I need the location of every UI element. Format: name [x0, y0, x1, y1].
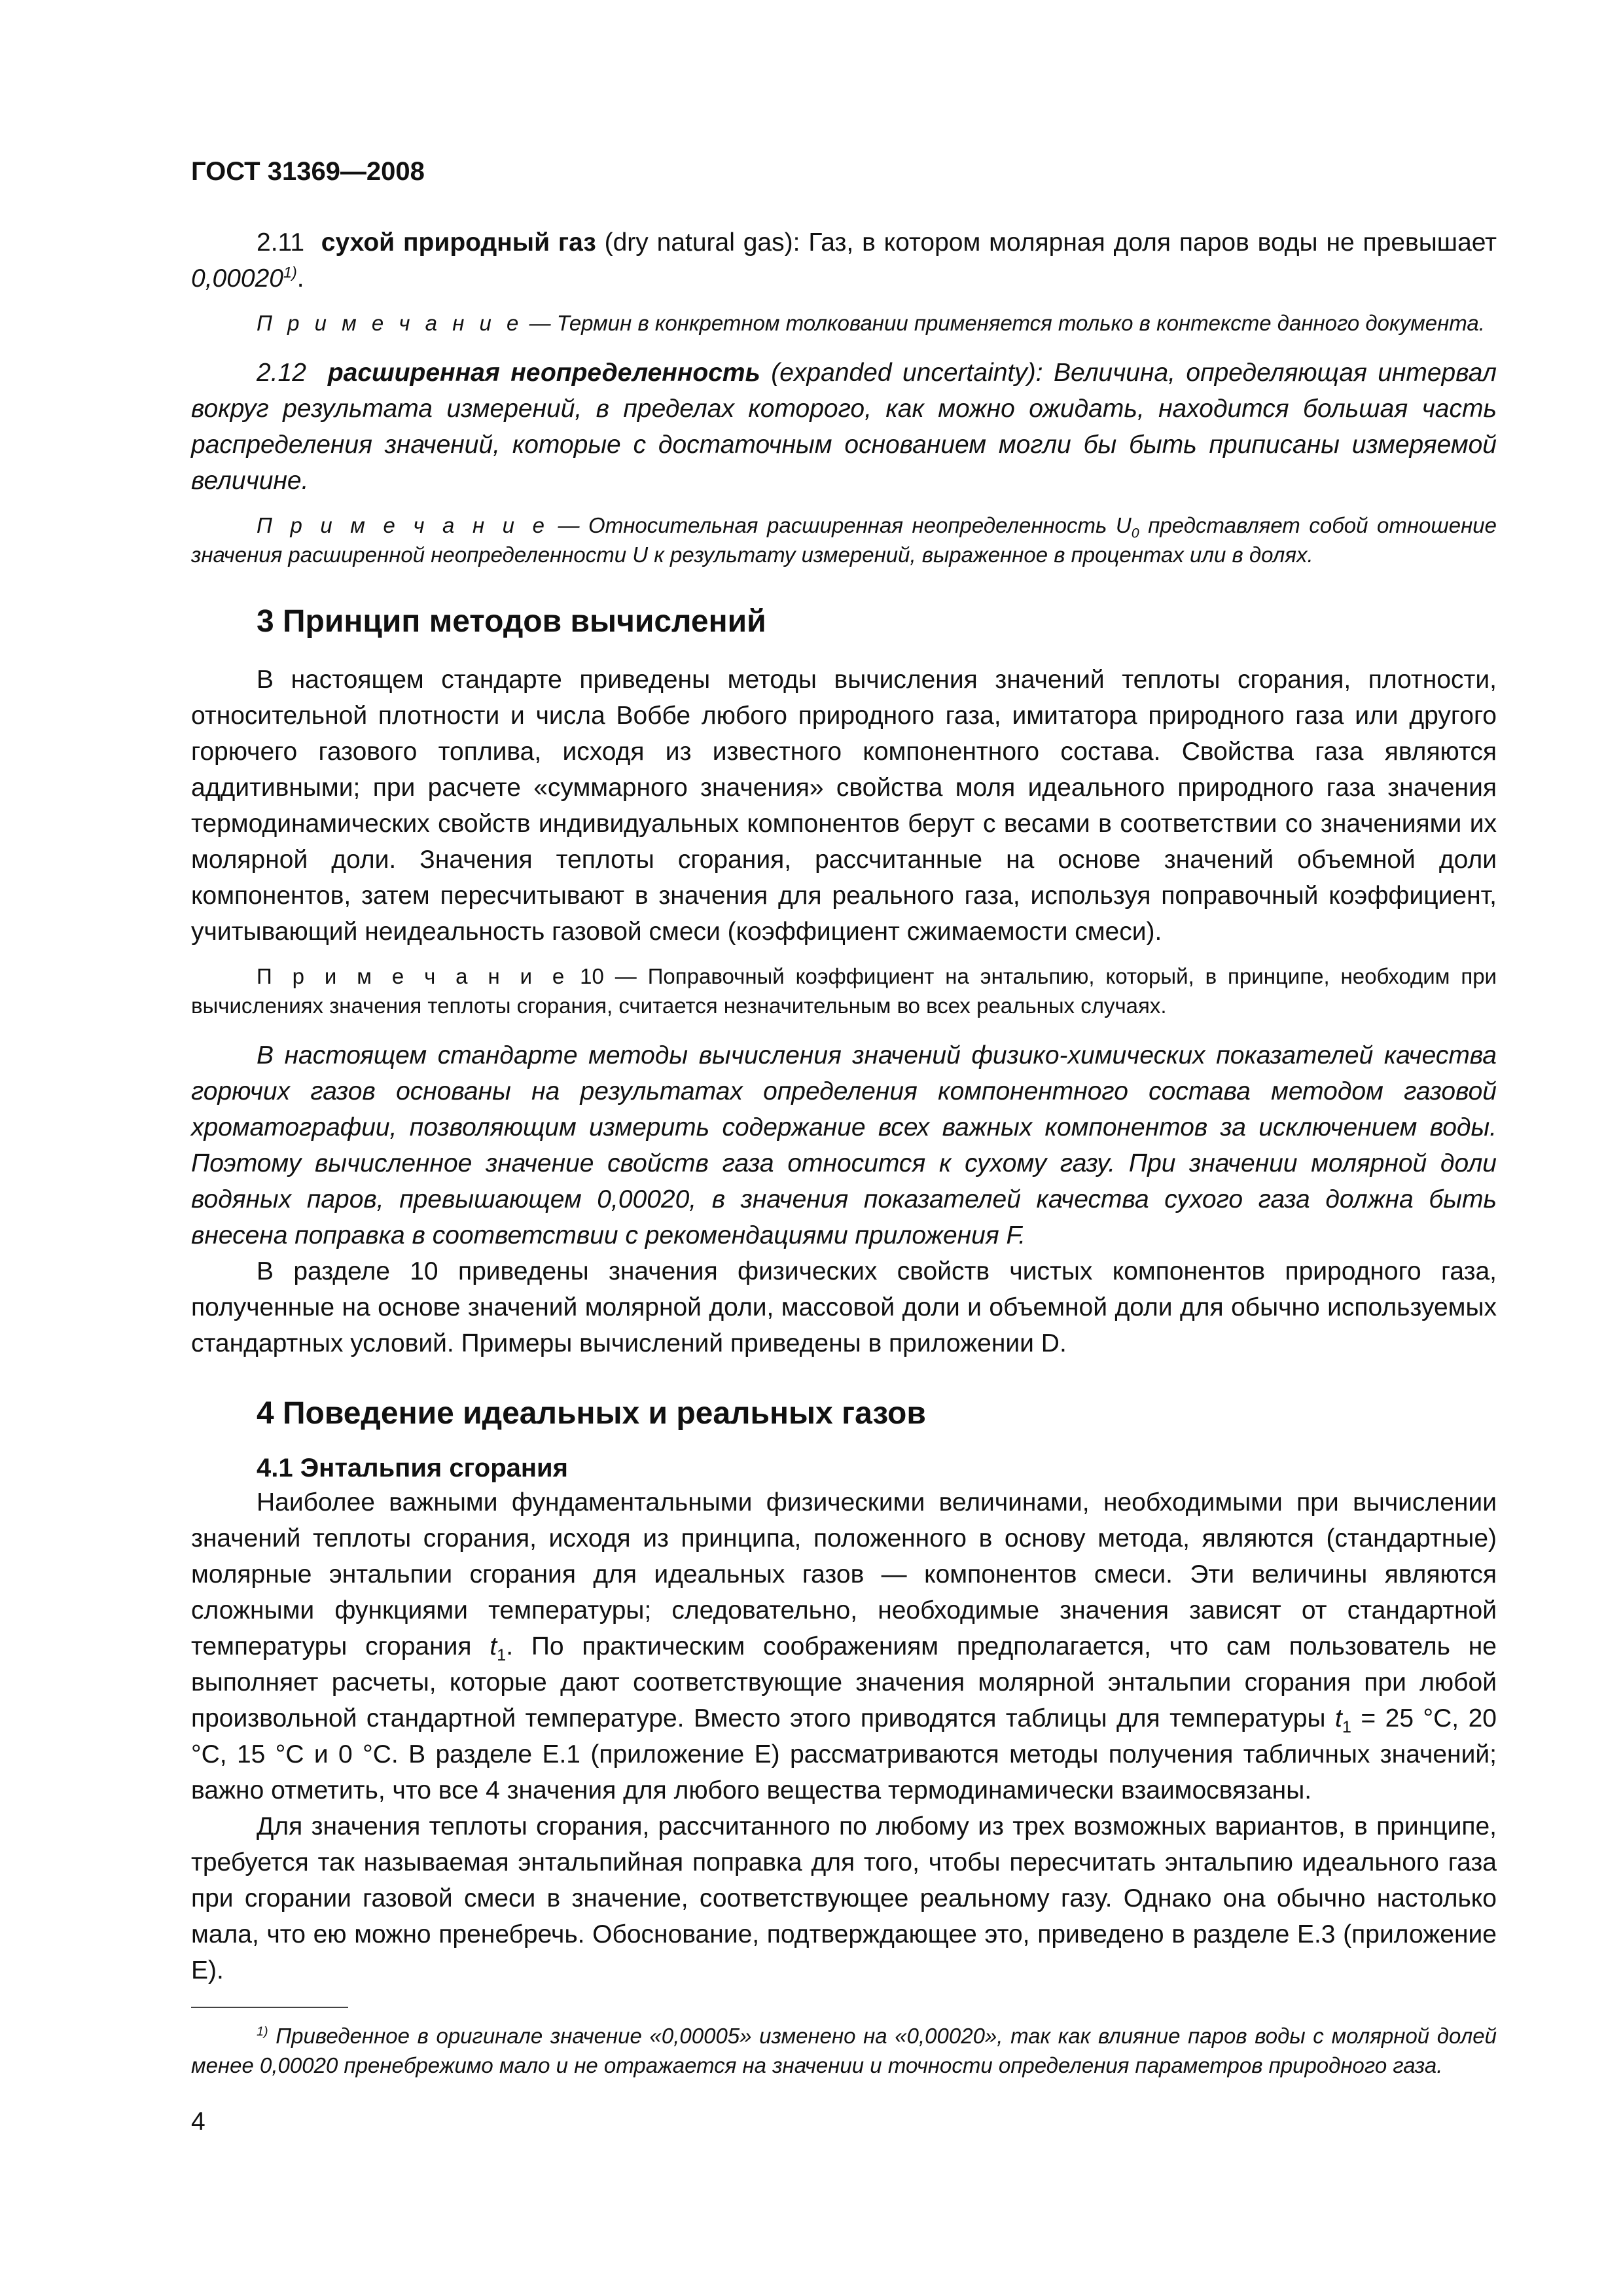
note-text: 10 — Поправочный коэффициент на энтальпию, который, в принципе, необходим при вычислениях значения теплоты сгорания, считается незначительным во всех реальных случаях.: [191, 964, 1497, 1018]
clause-number: 2.12: [257, 359, 306, 387]
note-2-11: [191, 308, 1497, 338]
footnote-ref: 1): [283, 264, 297, 281]
term: сухой природный газ: [321, 228, 596, 257]
definition-2-11: 2.11 сухой природный газ (dry natural gas): Газ, в котором молярная доля паров воды не превышает 0,00020$^{1)}$.: [191, 228, 1497, 293]
page-number: 4: [191, 2108, 205, 2136]
footnote-text: Приведенное в оригинале значение «0,00005» изменено на «0,00020», так как влияние паров воды с молярной долей менее 0,00020 пренебрежимо мало и не отражается на значении и точности определения параметров природного газа.: [191, 2024, 1497, 2077]
definition-2-12: [191, 355, 1497, 499]
clause-number: 2.11: [257, 228, 305, 257]
term: расширенная неопределенность: [327, 359, 760, 387]
term-english: (dry natural gas):: [596, 228, 809, 257]
document-page: [191, 157, 1497, 2080]
footnote-divider: [191, 2007, 348, 2008]
definition-text: Газ, в котором молярная доля паров воды не превышает: [808, 228, 1497, 257]
note-label: П р и м е ч а н и е: [257, 513, 549, 537]
section-3-paragraph-1: В настоящем стандарте приведены методы вычисления значений теплоты сгорания, плотности, относительной плотности и числа Воббе любого природного газа, имитатора природного газа или другого горючего газового топлива, исходя из известного компонентного состава. Свойства газа являются аддитивными; при расчете «суммарного значения» свойства моля идеального природного газа значения термодинамических свойств индивидуальных компонентов берут с весами в соответствии со значениями их молярной доли. Значения теплоты сгорания, рассчитанные на основе значений объемной доли компонентов, затем пересчитывают в значения для реального газа, используя поправочный коэффициент, учитывающий неидеальность газовой смеси (коэффициент сжимаемости смеси).: [191, 666, 1497, 946]
document-header: ГОСТ 31369—2008: [191, 157, 425, 186]
section-4-1-paragraph-1: Наиболее важными фундаментальными физическими величинами, необходимыми при вычислении значений теплоты сгорания, исходя из принципа, положенного в основу метода, являются (стандартные) молярные энтальпии сгорания для идеальных газов — компонентов смеси. Эти величины являются сложными функциями температуры; следовательно, необходимые значения зависят от стандартной температуры сгорания $t_1$. По практическим соображениям предполагается, что сам пользователь не выполняет расчеты, которые дают соответствующие значения молярной энтальпии сгорания при любой произвольной стандартной температуре. Вместо этого приводятся таблицы для температуры $t_1 = 25$ °C, 20 °C, 15 °C и 0 °C. В разделе Е.1 (приложение Е) рассматриваются методы получения табличных значений; важно отметить, что все 4 значения для любого вещества термодинамически взаимосвязаны.: [191, 1488, 1497, 1804]
section-4-1-paragraph-2: Для значения теплоты сгорания, рассчитанного по любому из трех возможных вариантов, в принципе, требуется так называемая энтальпийная поправка для того, чтобы пересчитать энтальпию идеального газа при сгорании газовой смеси в значение, соответствующее реальному газу. Однако она обычно настолько мала, что ею можно пренебречь. Обоснование, подтверждающее это, приведено в разделе Е.3 (приложение Е).: [191, 1812, 1497, 1984]
section-4-title: 4 Поведение идеальных и реальных газов: [257, 1396, 926, 1431]
section-3-paragraph-3: В разделе 10 приведены значения физических свойств чистых компонентов природного газа, полученные на основе значений молярной доли, массовой доли и объемной доли для обычно используемых стандартных условий. Примеры вычислений приведены в приложении D.: [191, 1257, 1497, 1357]
note-label: П р и м е ч а н и е: [257, 311, 524, 335]
note-10: [191, 961, 1497, 1020]
footnote-mark: 1): [257, 2024, 268, 2039]
definition-text: (expanded uncertainty): Величина, определяющая интервал вокруг результата измерений, в пределах которого, как можно ожидать, находится большая часть распределения значений, которые с достаточным основанием могли бы быть приписаны измеряемой величине.: [191, 359, 1497, 495]
note-label: П р и м е ч а н и е: [257, 964, 569, 988]
note-text: — Термин в конкретном толковании применяется только в контексте данного документа.: [523, 311, 1485, 335]
section-3-paragraph-2: В настоящем стандарте методы вычисления значений физико-химических показателей качества горючих газов основаны на результатах определения компонентного состава методом газовой хроматографии, позволяющим измерить содержание всех важных компонентов за исключением воды. Поэтому вычисленное значение свойств газа относится к сухому газу. При значении молярной доли водяных паров, превышающем 0,00020, в значения показателей качества сухого газа должна быть внесена поправка в соответствии с рекомендациями приложения F.: [191, 1041, 1497, 1249]
section-3-title: 3 Принцип методов вычислений: [257, 604, 766, 639]
footnote: [191, 2021, 1497, 2080]
subsection-4-1-title: 4.1 Энтальпия сгорания: [257, 1454, 568, 1482]
note-2-12: П р и м е ч а н и е — Относительная расширенная неопределенность $U_0$ представляет собой отношение значения расширенной неопределенности U к результату измерений, выраженное в процентах или в долях.: [191, 513, 1497, 567]
value: 0,00020: [191, 264, 283, 293]
